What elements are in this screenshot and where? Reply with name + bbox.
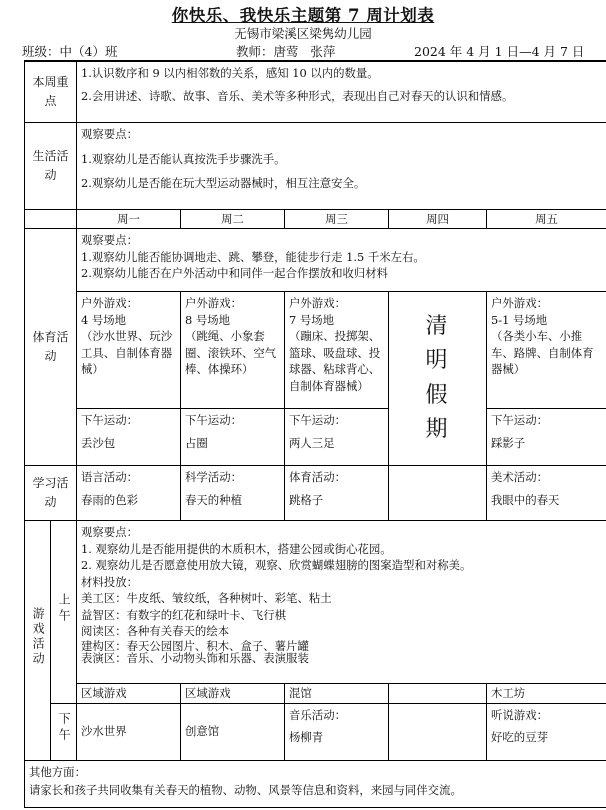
weekly-plan-table <box>24 61 606 808</box>
life-item: 1.观察幼儿是否能认真按洗手步骤洗手。 <box>81 151 286 166</box>
afternoon-tue <box>181 409 285 466</box>
pm-thu <box>389 703 487 760</box>
pe-heading: 观察要点： <box>81 233 138 247</box>
study-mon <box>77 466 181 521</box>
qingming-holiday <box>389 292 487 466</box>
study-thu <box>389 466 487 521</box>
materials-heading: 材料投放： <box>81 574 138 589</box>
study-name: 我眼中的春天 <box>491 492 560 507</box>
study-name: 跳格子 <box>289 492 324 507</box>
outdoor-fri <box>487 292 606 409</box>
outdoor-title: 户外游戏： <box>289 296 346 310</box>
study-title: 体育活动： <box>289 470 346 484</box>
pe-outdoor-row <box>25 292 606 409</box>
study-wed <box>285 466 389 521</box>
page-title <box>0 2 606 26</box>
play-pm-label <box>51 703 77 760</box>
outdoor-place: 7 号场地 <box>289 312 335 327</box>
play-am-row <box>25 521 606 684</box>
play-pm-text: 下午 <box>57 712 72 745</box>
afternoon-name: 踩影子 <box>491 435 526 450</box>
outdoor-wed <box>285 292 389 409</box>
date-range: 2024 年 4 月 1 日—4 月 7 日 <box>414 44 585 59</box>
afternoon-title: 下午运动： <box>81 413 138 427</box>
material-item: 表演区：音乐、小动物头饰和乐器、表演服装 <box>81 651 309 666</box>
week-number: 7 <box>348 6 360 25</box>
zone-tue: 区域游戏 <box>181 684 285 704</box>
play-am-label <box>51 521 77 704</box>
pm-name: 创意馆 <box>185 724 220 739</box>
play-zone-row <box>25 684 606 704</box>
life-row <box>25 123 606 210</box>
title-suffix: 周计划表 <box>359 6 435 25</box>
study-name: 春天的种植 <box>185 492 242 507</box>
material-item: 建构区：春天公园图片、积木、盒子、薯片罐 <box>81 638 309 653</box>
life-label: 生活活动 <box>25 123 77 210</box>
outdoor-mon <box>77 292 181 409</box>
outdoor-content: （各类小车、小推车、路牌、自制体育器械） <box>491 329 594 377</box>
play-item: 1. 观察幼儿是否能用提供的木质积木，搭建公园或街心花园。 <box>81 541 392 556</box>
focus-item: 2.会用讲述、诗歌、故事、音乐、美术等多种形式，表现出自己对春天的认识和情感。 <box>81 88 514 103</box>
study-title: 美术活动： <box>491 470 548 484</box>
other-content <box>25 760 606 807</box>
day-mon: 周一 <box>77 210 181 229</box>
holiday-char: 假 <box>425 382 450 408</box>
day-header-blank <box>25 210 77 229</box>
outdoor-place: 4 号场地 <box>81 312 127 327</box>
day-fri: 周五 <box>487 210 606 229</box>
other-text: 请家长和孩子共同收集有关春天的植物、动物、风景等信息和资料，来园与同伴交流。 <box>29 783 462 798</box>
title-prefix: 你快乐、我快乐主题第 <box>171 6 348 25</box>
focus-item: 1.认识数序和 9 以内相邻数的关系，感知 10 以内的数量。 <box>81 66 379 80</box>
pm-name: 沙水世界 <box>81 724 127 739</box>
day-header-row <box>25 210 606 229</box>
focus-label: 本周重点 <box>25 62 77 123</box>
afternoon-name: 两人三足 <box>289 435 335 450</box>
teacher-label: 教师： <box>236 44 274 59</box>
pm-mon <box>77 703 181 760</box>
outdoor-title: 户外游戏： <box>491 296 548 310</box>
pm-name: 杨柳青 <box>289 730 324 745</box>
afternoon-mon <box>77 409 181 466</box>
study-title: 科学活动： <box>185 470 242 484</box>
pm-tue <box>181 703 285 760</box>
day-tue: 周二 <box>181 210 285 229</box>
class-label: 班级：中（4）班 <box>22 44 118 59</box>
other-row <box>25 760 606 807</box>
holiday-char: 清 <box>425 314 450 340</box>
teacher-info <box>236 42 335 60</box>
holiday-char: 期 <box>425 416 450 442</box>
study-name: 春雨的色彩 <box>81 492 138 507</box>
outdoor-content: （沙水世界、玩沙工具、自制体育器械） <box>81 329 173 377</box>
pe-label: 体育活动 <box>25 229 77 466</box>
afternoon-fri <box>487 409 606 466</box>
pe-afternoon-row <box>25 409 606 466</box>
material-item: 阅读区：各种有关春天的绘本 <box>81 624 230 639</box>
afternoon-title: 下午运动： <box>185 413 242 427</box>
outdoor-title: 户外游戏： <box>185 296 242 310</box>
outdoor-content: （蹦床、投掷架、篮球、吸盘球、投球器、粘球背心、自制体育器械） <box>289 329 381 393</box>
play-pm-row <box>25 703 606 760</box>
material-item: 美工区：牛皮纸、皱纹纸，各种树叶、彩笔、粘土 <box>81 591 332 606</box>
outdoor-tue <box>181 292 285 409</box>
pe-observe <box>77 229 606 292</box>
outdoor-title: 户外游戏： <box>81 296 138 310</box>
study-fri <box>487 466 606 521</box>
day-thu: 周四 <box>389 210 487 229</box>
play-am-text: 上午 <box>57 592 72 625</box>
study-label: 学习活动 <box>25 466 77 521</box>
afternoon-name: 占圈 <box>185 435 208 450</box>
pm-title: 音乐活动： <box>289 707 346 722</box>
study-row <box>25 466 606 521</box>
play-label-text: 游戏活动 <box>31 607 46 668</box>
outdoor-content: （跳绳、小象套圈、滚铁环、空气棒、体操环） <box>185 329 277 377</box>
life-item: 2.观察幼儿是否能在玩大型运动器械时，相互注意安全。 <box>81 176 366 191</box>
play-am-content <box>77 521 606 684</box>
material-item: 益智区：有数字的红花和绿叶卡、飞行棋 <box>81 607 287 622</box>
afternoon-name: 丢沙包 <box>81 435 116 450</box>
zone-mon: 区域游戏 <box>77 684 181 704</box>
life-content <box>77 123 606 210</box>
afternoon-title: 下午运动： <box>289 413 346 427</box>
zone-thu <box>389 684 487 704</box>
pe-item: 1.观察幼儿能否能协调地走、跳、攀登，能徒步行走 1.5 千米左右。 <box>81 249 425 264</box>
play-item: 2. 观察幼儿是否愿意使用放大镜，观察、欣赏蝴蝶翅膀的图案造型和对称美。 <box>81 558 472 573</box>
holiday-char: 明 <box>425 348 450 374</box>
zone-wed: 混馆 <box>285 684 389 704</box>
pe-observe-row <box>25 229 606 292</box>
afternoon-title: 下午运动： <box>491 413 548 427</box>
teacher-names: 唐莺 张萍 <box>273 44 336 59</box>
zone-fri: 木工坊 <box>487 684 606 704</box>
study-tue <box>181 466 285 521</box>
other-label: 其他方面： <box>29 764 86 779</box>
focus-content <box>77 62 606 123</box>
study-title: 语言活动： <box>81 470 138 484</box>
play-heading: 观察要点： <box>81 525 138 539</box>
focus-row <box>25 62 606 123</box>
day-wed: 周三 <box>285 210 389 229</box>
life-heading: 观察要点： <box>81 127 138 141</box>
pm-wed <box>285 703 389 760</box>
outdoor-place: 8 号场地 <box>185 312 231 327</box>
play-label <box>25 521 51 761</box>
pe-item: 2.观察幼儿能否在户外活动中和同伴一起合作摆放和收归材料 <box>81 266 389 281</box>
pm-fri <box>487 703 606 760</box>
pm-title: 听说游戏： <box>491 707 548 722</box>
school-name: 无锡市梁溪区梁隽幼儿园 <box>234 26 372 41</box>
pm-name: 好吃的豆芽 <box>491 730 548 745</box>
outdoor-place: 5-1 号场地 <box>491 312 548 327</box>
afternoon-wed <box>285 409 389 466</box>
